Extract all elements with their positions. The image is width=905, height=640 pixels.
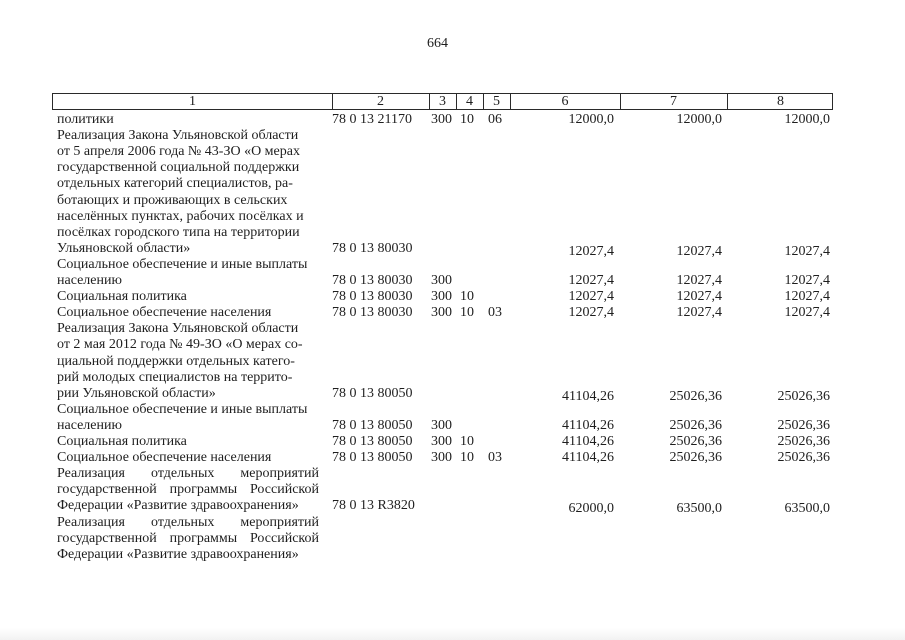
header-col-6: 6 <box>561 94 569 109</box>
row-value-6: 12027,4 <box>568 243 614 259</box>
row-col-4: 10 <box>460 305 474 321</box>
row-description-line: Реализация Закона Ульяновской области <box>57 321 299 337</box>
row-value-7: 12000,0 <box>676 112 722 127</box>
row-description-line: политики <box>57 112 114 127</box>
row-description-line: населению <box>57 273 122 288</box>
row-value-8: 25026,36 <box>777 434 830 449</box>
row-col-3: 300 <box>431 305 452 321</box>
row-value-7: 12027,4 <box>676 289 722 305</box>
row-col-4: 10 <box>460 289 474 305</box>
scan-edge <box>0 628 905 640</box>
row-description-line: населению <box>57 417 122 433</box>
row-description-line: Социальное обеспечение и иные выплаты <box>57 401 308 417</box>
row-description-line: от 2 мая 2012 года № 49-ЗО «О мерах со- <box>57 337 303 353</box>
row-value-7: 25026,36 <box>669 450 722 466</box>
row-col-3: 300 <box>431 417 452 433</box>
row-value-8: 12027,4 <box>784 289 830 305</box>
header-col-1: 1 <box>189 94 196 109</box>
row-code: 78 0 13 80050 <box>332 385 413 401</box>
row-value-7: 25026,36 <box>669 388 722 404</box>
header-col-2: 2 <box>377 94 384 109</box>
row-description-line: рии Ульяновской области» <box>57 385 216 401</box>
row-value-7: 63500,0 <box>676 501 722 517</box>
header-col-4: 4 <box>466 94 473 109</box>
row-description-line: от 5 апреля 2006 года № 43-ЗО «О мерах <box>57 144 300 160</box>
row-value-8: 25026,36 <box>777 388 830 404</box>
row-code: 78 0 13 80050 <box>332 450 413 466</box>
row-col-5: 03 <box>488 450 502 466</box>
row-description-line: Федерации «Развитие здравоохранения» <box>57 546 299 562</box>
row-code: 78 0 13 80030 <box>332 273 413 288</box>
page-number: 664 <box>427 36 448 51</box>
row-description-line: Реализация отдельных мероприятий <box>57 466 319 482</box>
row-value-6: 12000,0 <box>568 112 614 127</box>
row-code: 78 0 13 21170 <box>332 112 412 127</box>
row-value-8: 25026,36 <box>777 450 830 466</box>
row-value-7: 12027,4 <box>676 273 722 288</box>
row-col-3: 300 <box>431 112 452 127</box>
row-description-line: Социальная политика <box>57 434 187 449</box>
row-description-line: государственной социальной поддержки <box>57 160 300 176</box>
row-description-line: посёлках городского типа на территории <box>57 224 300 240</box>
row-description-line: Ульяновской области» <box>57 240 191 256</box>
header-col-5: 5 <box>493 94 500 109</box>
row-value-8: 63500,0 <box>784 501 830 517</box>
row-value-6: 12027,4 <box>568 289 614 305</box>
row-code: 78 0 13 80030 <box>332 289 413 305</box>
row-description-line: Социальное обеспечение населения <box>57 450 272 466</box>
row-description-line: циальной поддержки отдельных катего- <box>57 353 295 369</box>
row-value-8: 12027,4 <box>784 243 830 259</box>
row-description-line: населённых пунктах, рабочих посёлках и <box>57 208 304 224</box>
row-value-7: 12027,4 <box>676 243 722 259</box>
row-description-line: Социальное обеспечение населения <box>57 305 272 321</box>
row-col-3: 300 <box>431 273 452 288</box>
row-description-line: рий молодых специалистов на террито- <box>57 369 293 385</box>
row-value-6: 12027,4 <box>568 273 614 288</box>
row-description-line: отдельных категорий специалистов, ра- <box>57 176 293 192</box>
row-description-line: государственной программы Российской <box>57 530 319 546</box>
row-code: 78 0 13 80050 <box>332 434 413 449</box>
row-value-6: 41104,26 <box>562 388 614 404</box>
row-col-3: 300 <box>431 434 452 449</box>
row-description-line: Федерации «Развитие здравоохранения» <box>57 498 299 514</box>
row-description-line: государственной программы Российской <box>57 482 319 498</box>
row-value-8: 12000,0 <box>784 112 830 127</box>
row-code: 78 0 13 80050 <box>332 417 413 433</box>
row-description-line: Социальное обеспечение и иные выплаты <box>57 256 308 272</box>
header-col-3: 3 <box>439 94 446 109</box>
row-value-6: 62000,0 <box>568 501 614 517</box>
row-col-3: 300 <box>431 450 452 466</box>
row-code: 78 0 13 80030 <box>332 305 413 321</box>
row-description-line: Реализация отдельных мероприятий <box>57 514 319 530</box>
row-col-4: 10 <box>460 450 474 466</box>
row-value-6: 41104,26 <box>562 450 614 466</box>
row-value-6: 12027,4 <box>568 305 614 321</box>
row-col-5: 06 <box>488 112 502 127</box>
header-col-7: 7 <box>670 94 677 109</box>
row-code: 78 0 13 R3820 <box>332 498 415 514</box>
table-header <box>52 93 833 110</box>
row-value-6: 41104,26 <box>562 434 614 449</box>
row-col-4: 10 <box>460 112 474 127</box>
row-value-7: 12027,4 <box>676 305 722 321</box>
row-value-8: 12027,4 <box>784 273 830 288</box>
row-code: 78 0 13 80030 <box>332 240 413 256</box>
row-value-6: 41104,26 <box>562 417 614 433</box>
row-col-4: 10 <box>460 434 474 449</box>
row-value-7: 25026,36 <box>669 417 722 433</box>
row-description-line: Реализация Закона Ульяновской области <box>57 128 299 144</box>
row-col-3: 300 <box>431 289 452 305</box>
row-value-7: 25026,36 <box>669 434 722 449</box>
row-value-8: 12027,4 <box>784 305 830 321</box>
row-col-5: 03 <box>488 305 502 321</box>
row-description-line: Социальная политика <box>57 289 187 305</box>
row-description-line: ботающих и проживающих в сельских <box>57 192 288 208</box>
row-value-8: 25026,36 <box>777 417 830 433</box>
header-col-8: 8 <box>777 94 784 109</box>
